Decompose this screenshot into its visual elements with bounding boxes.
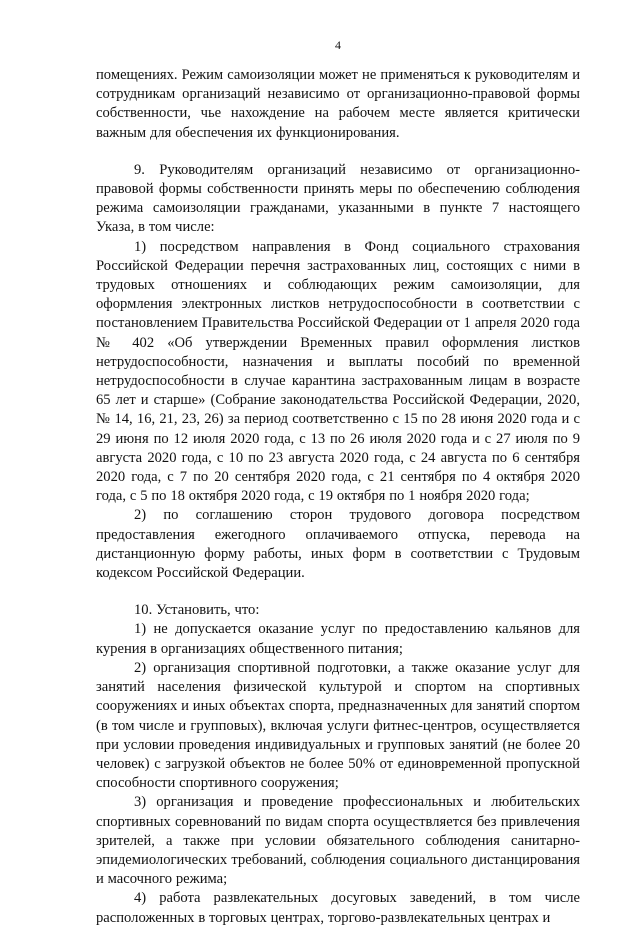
paragraph-item-10-1: 1) не допускается оказание услуг по предоставлению кальянов для курения в организациях общественного питания; [96,621,580,657]
paragraph-item-10-2: 2) организация спортивной подготовки, а также оказание услуг для занятий населения физической культурой и спортом на спортивных сооружениях и иных объектах спорта, предназначенных для занятий спортом (в том числе и групповых), включая услуги фитнес-центров, осуществляется при условии проведения индивидуальных и групповых занятий (не более 20 человек) с загрузкой объектов не более 50% от единовременной пропускной способности спортивного сооружения; [96,659,580,792]
paragraph-item-10-4: 4) работа развлекательных досуговых заведений, в том числе расположенных в торговых центрах, торгово-развлекательных центрах и [96,890,580,926]
paragraph-gap [96,583,580,601]
paragraph-gap [96,143,580,161]
page-number: 4 [335,38,341,52]
paragraph-item-9-1: 1) посредством направления в Фонд социального страхования Российской Федерации перечня застрахованных лиц, состоящих с ними в трудовых отношениях и соблюдающих режим самоизоляции, для оформления электронных листков нетрудоспособности в соответствии с постановлением Правительства Российской Федерации от 1 апреля 2020 года № 402 «Об утверждении Временных правил оформления листков нетрудоспособности, назначения и выплаты пособий по временной нетрудоспособности в случае карантина застрахованным лицам в возрасте 65 лет и старше» (Собрание законодательства Российской Федерации, 2020, № 14, 16, 21, 23, 26) за период соответственно с 15 по 28 июня 2020 года и с 29 июня по 12 июля 2020 года, с 13 по 26 июля 2020 года и с 27 июля по 9 августа 2020 года, с 10 по 23 августа 2020 года, с 24 августа по 6 сентября 2020 года, с 7 по 20 сентября 2020 года, с 21 сентября по 4 октября 2020 года, с 5 по 18 октября 2020 года, с 19 октября по 1 ноября 2020 года; [96,238,580,505]
paragraph-item-10: 10. Установить, что: [134,602,260,619]
paragraph-item-10-3: 3) организация и проведение профессиональных и любительских спортивных соревнований по видам спорта осуществляется без привлечения зрителей, а также при условии обязательного соблюдения санитарно-эпидемиологических требований, соблюдения социального дистанцирования и масочного режима; [96,794,580,888]
paragraph-continuation: помещениях. Режим самоизоляции может не применяться к руководителям и сотрудникам организаций независимо от организационно-правовой формы собственности, чье нахождение на рабочем месте является критически важным для обеспечения их функционирования. [96,67,580,141]
paragraph-item-9-2: 2) по соглашению сторон трудового договора посредством предоставления ежегодного оплачиваемого отпуска, перевода на дистанционную форму работы, иных форм в соответствии с Трудовым кодексом Российской Федерации. [96,507,580,582]
paragraph-item-9: 9. Руководителям организаций независимо от организационно-правовой формы собственности принять меры по обеспечению соблюдения режима самоизоляции гражданами, указанными в пункте 7 настоящего Указа, в том числе: [96,161,580,236]
